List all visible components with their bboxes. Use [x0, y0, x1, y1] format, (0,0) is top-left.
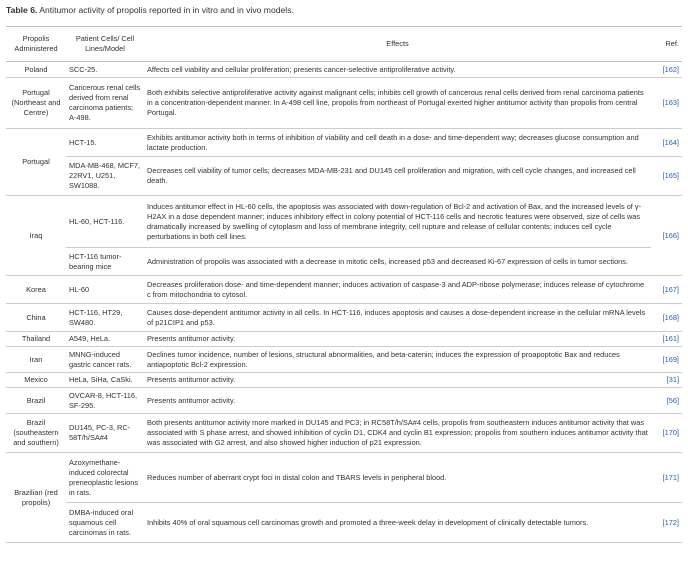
table-row: [6, 453, 682, 503]
cells-cell: HCT-116 tumor-bearing mice: [66, 248, 144, 276]
cells-cell: Cancerous renal cells derived from renal carcinoma patients; A-498.: [66, 78, 144, 129]
country-cell: Thailand: [6, 332, 66, 347]
header-cells: Patient Cells/ Cell Lines/Model: [66, 27, 144, 62]
ref-link[interactable]: [166]: [651, 196, 682, 276]
header-propolis: Propolis Administered: [6, 27, 66, 62]
ref-link[interactable]: [31]: [651, 373, 682, 388]
effect-cell: Affects cell viability and cellular proliferation; presents cancer-selective antiproliferative activity.: [144, 62, 651, 78]
table-title: Antitumor activity of propolis reported in in vitro and in vivo models.: [37, 5, 294, 15]
table-row: [6, 157, 682, 196]
table-row: [6, 304, 682, 332]
ref-link[interactable]: [171]: [651, 453, 682, 503]
country-cell: Brazilian (red propolis): [6, 453, 66, 543]
country-cell: Mexico: [6, 373, 66, 388]
ref-link[interactable]: [56]: [651, 388, 682, 414]
cells-cell: SCC-25.: [66, 62, 144, 78]
cells-cell: MDA-MB-468, MCF7, 22RV1, U251, SW1088.: [66, 157, 144, 196]
ref-link[interactable]: [168]: [651, 304, 682, 332]
table-row: [6, 414, 682, 453]
table-row: [6, 62, 682, 78]
effect-cell: Both presents antitumor activity more marked in DU145 and PC3; in RC58T/h/SA#4 cells, propolis from southeastern induces antitumor activity that was associated with S phase arrest, and showed inhibition of cyclin D1, CDK4 and cyclin B1 expression; propolis from southern induces antitumor activity that was associated with G2 arrest, and also showed higher induction of p21 expression.: [144, 414, 651, 453]
effect-cell: Decreases proliferation dose- and time-dependent manner; induces activation of caspase-3 and ADP-ribose polymerase; induces release of cytochrome c from mitochondria to cytosol.: [144, 276, 651, 304]
cells-cell: DU145, PC-3, RC-58T/h/SA#4: [66, 414, 144, 453]
antitumor-table: [6, 26, 682, 543]
cells-cell: A549, HeLa.: [66, 332, 144, 347]
table-row: [6, 129, 682, 157]
cells-cell: HL-60: [66, 276, 144, 304]
ref-link[interactable]: [162]: [651, 62, 682, 78]
effect-cell: Declines tumor incidence, number of lesions, structural abnormalities, and beta-catenin; induces the expression of proapoptotic Bax and reduces antiapoptotic Bcl-2 expression.: [144, 347, 651, 373]
ref-link[interactable]: [163]: [651, 78, 682, 129]
effect-cell: Presents antitumor activity.: [144, 388, 651, 414]
ref-link[interactable]: [161]: [651, 332, 682, 347]
table-row: [6, 347, 682, 373]
header-ref: Ref.: [651, 27, 682, 62]
country-cell: Poland: [6, 62, 66, 78]
effect-cell: Presents antitumor activity.: [144, 332, 651, 347]
country-cell: Brazil (southeastern and southern): [6, 414, 66, 453]
table-row: [6, 196, 682, 248]
ref-link[interactable]: [164]: [651, 129, 682, 157]
effect-cell: Both exhibits selective antiproliferative activity against malignant cells; inhibits cell growth of cancerous renal cells derived from renal carcinoma patients in a concentration-dependent manner. In A-498 cell line, propolis from northeast of Portugal exerted higher antitumor activity than propolis from central Portugal.: [144, 78, 651, 129]
table-row: [6, 332, 682, 347]
effect-cell: Inhibits 40% of oral squamous cell carcinomas growth and promoted a three-week delay in development of clinically detectable tumors.: [144, 503, 651, 543]
country-cell: Korea: [6, 276, 66, 304]
cells-cell: DMBA-induced oral squamous cell carcinomas in rats.: [66, 503, 144, 543]
table-caption: [6, 5, 294, 15]
effect-cell: Presents antitumor activity.: [144, 373, 651, 388]
table-row: [6, 248, 682, 276]
table-header-row: [6, 27, 682, 62]
ref-link[interactable]: [167]: [651, 276, 682, 304]
ref-link[interactable]: [172]: [651, 503, 682, 543]
cells-cell: HeLa, SiHa, CaSki.: [66, 373, 144, 388]
header-effects: Effects: [144, 27, 651, 62]
table-label: Table 6.: [6, 5, 38, 15]
effect-cell: Reduces number of aberrant crypt foci in distal colon and TBARS levels in peripheral blood.: [144, 453, 651, 503]
table-row: [6, 388, 682, 414]
country-cell: China: [6, 304, 66, 332]
cells-cell: HCT-116, HT29, SW480.: [66, 304, 144, 332]
effect-cell: Decreases cell viability of tumor cells; decreases MDA-MB-231 and DU145 cell proliferation and migration, with cell cycle changes, and increased cell death.: [144, 157, 651, 196]
effect-cell: Administration of propolis was associated with a decrease in mitotic cells, increased p53 and decreased Ki-67 expression of cells in tumor sections.: [144, 248, 651, 276]
effect-cell: Exhibits antitumor activity both in terms of inhibition of viability and cell death in a dose- and time-dependent way; decreases glucose consumption and lactate production.: [144, 129, 651, 157]
cells-cell: HCT-15.: [66, 129, 144, 157]
effect-cell: Causes dose-dependent antitumor activity in all cells. In HCT-116, induces apoptosis and causes a dose-dependent increase in the cellular mRNA levels of p21CIP1 and p53.: [144, 304, 651, 332]
effect-cell: Induces antitumor effect in HL-60 cells, the apoptosis was associated with down-regulation of Bcl-2 and activation of Bax, and the increased levels of γ-H2AX in a dose dependent manner; induces inhibitory effect in colony potential of HCT-116 cells and necrotic features were observed, size of cells was dramatically increased by swelling of cytoplasm and loss of membrane integrity, cell rupture and release of cellular contents; induces cell cycle perturbations in both cell lines.: [144, 196, 651, 248]
ref-link[interactable]: [165]: [651, 157, 682, 196]
cells-cell: OVCAR-8, HCT-116, SF-295.: [66, 388, 144, 414]
country-cell: Iran: [6, 347, 66, 373]
country-cell: Portugal (Northeast and Centre): [6, 78, 66, 129]
country-cell: Brazil: [6, 388, 66, 414]
ref-link[interactable]: [169]: [651, 347, 682, 373]
table-row: [6, 276, 682, 304]
table-row: [6, 373, 682, 388]
cells-cell: MNNG-induced gastric cancer rats.: [66, 347, 144, 373]
cells-cell: HL-60, HCT-116.: [66, 196, 144, 248]
cells-cell: Azoxymethane-induced colorectal preneoplastic lesions in rats.: [66, 453, 144, 503]
country-cell: Iraq: [6, 196, 66, 276]
ref-link[interactable]: [170]: [651, 414, 682, 453]
table-row: [6, 503, 682, 543]
country-cell: Portugal: [6, 129, 66, 196]
table-row: [6, 78, 682, 129]
